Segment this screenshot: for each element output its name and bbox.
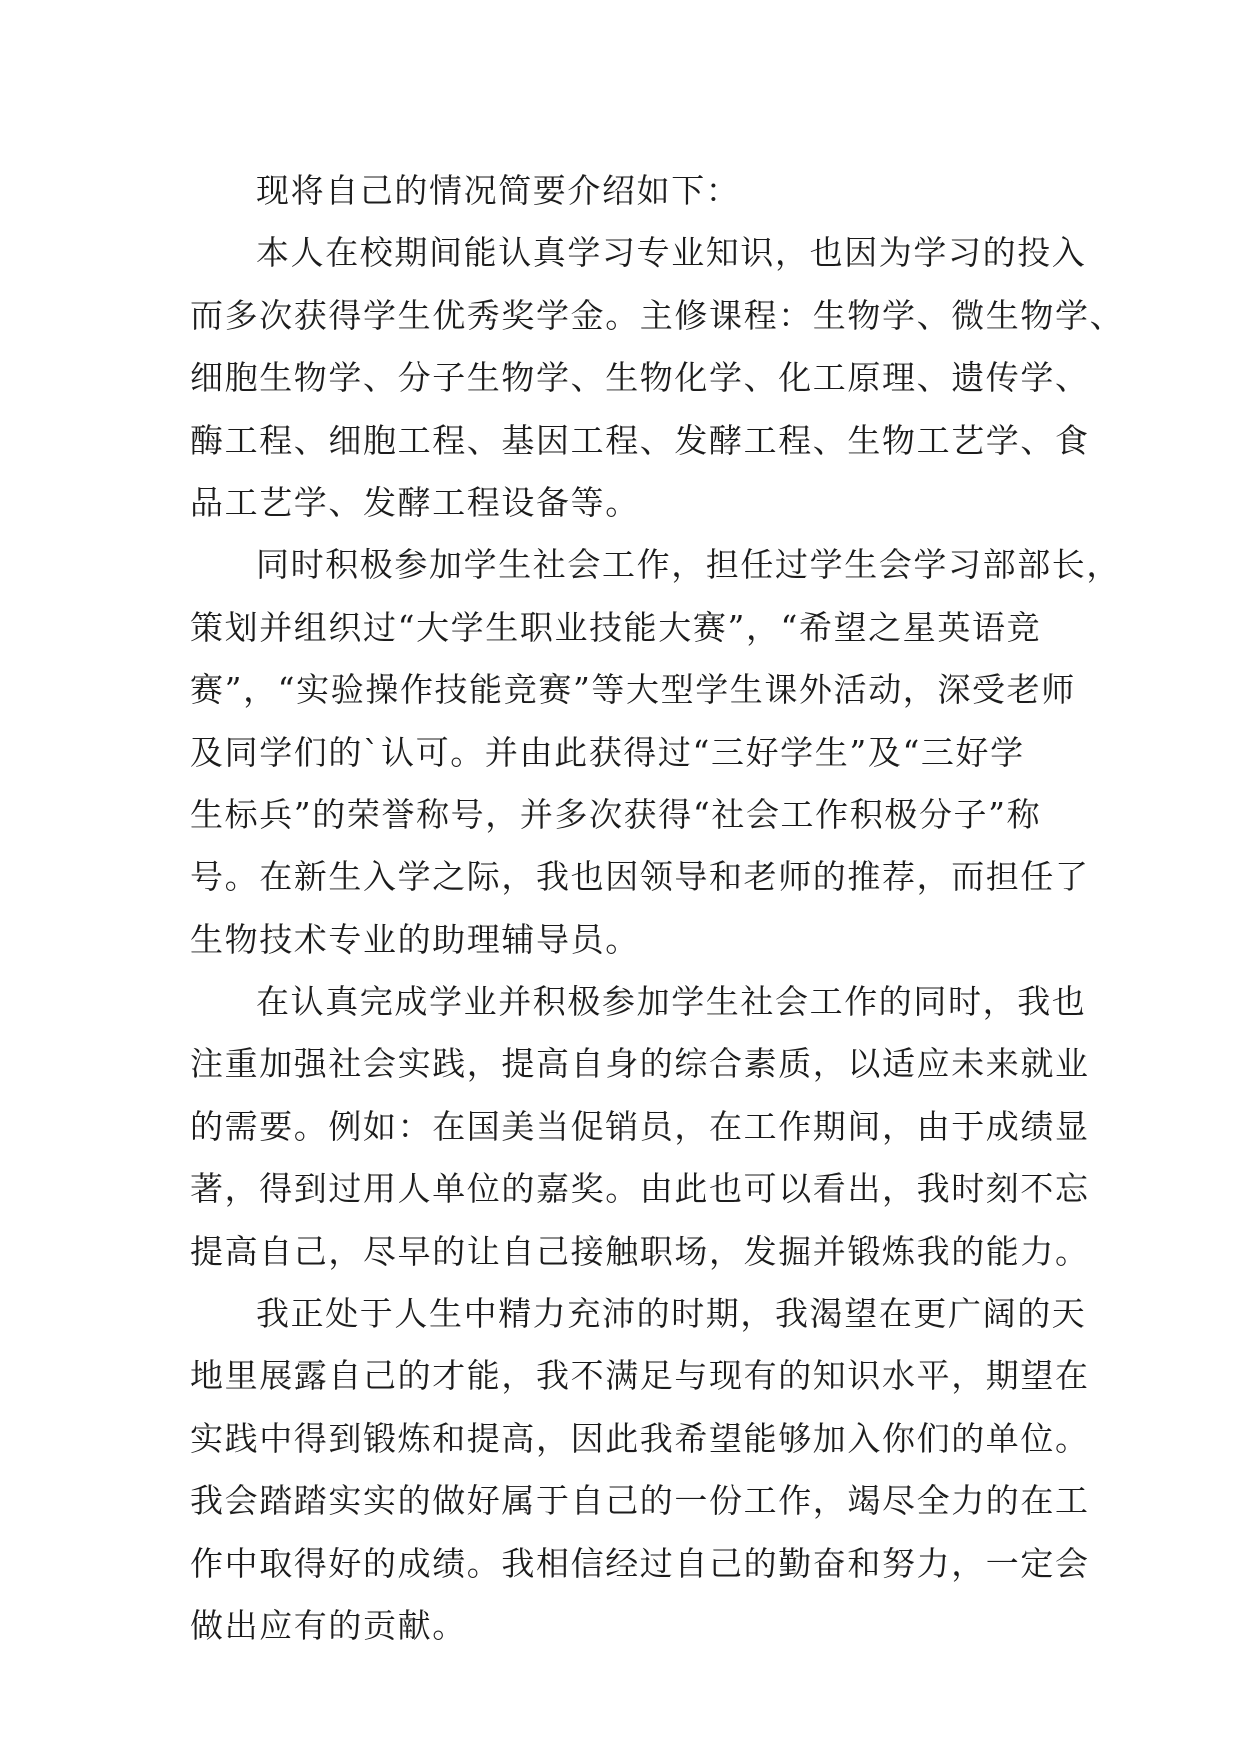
text-line: 品工艺学、发酵工程设备等。 (190, 482, 640, 522)
text-line: 我会踏踏实实的做好属于自己的一份工作，竭尽全力的在工 (190, 1481, 1090, 1521)
text-line: 实践中得到锻炼和提高，因此我希望能够加入你们的单位。 (190, 1418, 1090, 1458)
text-line: 生标兵”的荣誉称号，并多次获得“社会工作积极分子”称 (190, 794, 1042, 834)
text-line: 赛”，“实验操作技能竞赛”等大型学生课外活动，深受老师 (190, 670, 1076, 710)
text-line: 酶工程、细胞工程、基因工程、发酵工程、生物工艺学、食 (190, 420, 1090, 460)
text-line: 注重加强社会实践，提高自身的综合素质，以适应未来就业 (190, 1044, 1090, 1084)
text-line: 细胞生物学、分子生物学、生物化学、化工原理、遗传学、 (190, 358, 1090, 398)
text-line: 的需要。例如：在国美当促销员，在工作期间，由于成绩显 (190, 1106, 1090, 1146)
paragraph-practice (190, 971, 1090, 1283)
text-line: 地里展露自己的才能，我不满足与现有的知识水平，期望在 (190, 1356, 1090, 1396)
text-line: 著，得到过用人单位的嘉奖。由此也可以看出，我时刻不忘 (190, 1169, 1090, 1209)
paragraph-intro (190, 160, 1060, 222)
paragraph-social-work (190, 534, 1121, 971)
text-line: 生物技术专业的助理辅导员。 (190, 919, 640, 959)
text-line: 作中取得好的成绩。我相信经过自己的勤奋和努力，一定会 (190, 1543, 1090, 1583)
text-line: 现将自己的情况简要介绍如下： (256, 171, 741, 210)
text-line: 在认真完成学业并积极参加学生社会工作的同时，我也 (256, 982, 1087, 1022)
paragraph-studies (190, 222, 1125, 534)
text-line: 本人在校期间能认真学习专业知识，也因为学习的投入 (256, 233, 1087, 273)
paragraph-aspiration (190, 1283, 1090, 1657)
text-line: 提高自己，尽早的让自己接触职场，发掘并锻炼我的能力。 (190, 1231, 1090, 1271)
text-line: 同时积极参加学生社会工作，担任过学生会学习部部长， (256, 545, 1121, 585)
text-line: 做出应有的贡献。 (190, 1605, 467, 1645)
text-line: 而多次获得学生优秀奖学金。主修课程：生物学、微生物学、 (190, 295, 1125, 335)
text-line: 我正处于人生中精力充沛的时期，我渴望在更广阔的天 (256, 1294, 1087, 1334)
document-body (190, 160, 1125, 1657)
text-line: 及同学们的`认可。并由此获得过“三好学生”及“三好学 (190, 732, 1025, 772)
text-line: 策划并组织过“大学生职业技能大赛”，“希望之星英语竞 (190, 607, 1042, 647)
text-line: 号。在新生入学之际，我也因领导和老师的推荐，而担任了 (190, 857, 1090, 897)
